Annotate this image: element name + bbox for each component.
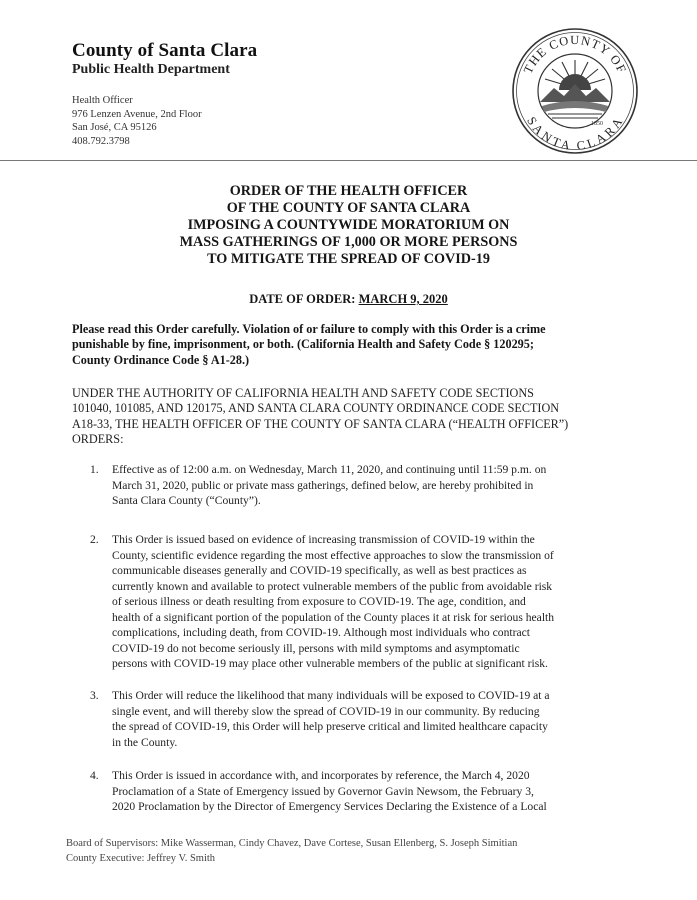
title-line: OF THE COUNTY OF SANTA CLARA [226,200,471,216]
item-line: Effective as of 12:00 a.m. on Wednesday, March 11, 2020, and continuing until 11:59 p.m. on [112,463,547,476]
footer-board-line: Board of Supervisors: Mike Wasserman, Cindy Chavez, Dave Cortese, Susan Ellenberg, S. Joseph Simitian [66,838,518,849]
department-name: Public Health Department [72,62,230,77]
item-line: County, scientific evidence regarding the most effective approaches to slow the transmission of [112,548,554,562]
item-body [112,462,652,509]
item-line: This Order is issued in accordance with, and incorporates by reference, the March 4, 2020 [112,769,530,782]
item-number: 2. [90,533,99,546]
item-number: 4. [90,769,99,782]
header-divider [0,160,697,161]
title-line: TO MITIGATE THE SPREAD OF COVID-19 [207,251,490,267]
seal-top-text: THE COUNTY OF [520,32,630,76]
item-line: persons with COVID-19 may place other vulnerable members of the public at significant risk. [112,657,548,670]
organization-name: County of Santa Clara [72,40,258,61]
item-line: in the County. [112,735,178,749]
item-line: This Order will reduce the likelihood that many individuals will be exposed to COVID-19 at a [112,689,550,702]
item-body [112,532,652,672]
address-line: 408.792.3798 [72,135,130,147]
authority-paragraph [72,386,647,448]
order-title [60,183,637,268]
title-line: IMPOSING A COUNTYWIDE MORATORIUM ON [187,217,510,233]
item-number: 3. [90,689,99,702]
item-line: This Order is issued based on evidence of increasing transmission of COVID-19 within the [112,533,535,546]
item-line: COVID-19 do not become seriously ill, persons with mild symptoms and asymptomatic [112,641,520,655]
item-line: single event, and will thereby slow the spread of COVID-19 in our community. By reducing [112,704,540,718]
item-line: 2020 Proclamation by the Director of Emergency Services Declaring the Existence of a Local [112,800,547,813]
address-block [72,94,202,148]
item-line: currently known and available to protect vulnerable members of the public from avoidable risk [112,579,553,593]
warning-line: Please read this Order carefully. Violation of or failure to comply with this Order is a crime [72,322,546,336]
item-line: Santa Clara County (“County”). [112,494,261,507]
item-line: March 31, 2020, public or private mass gatherings, defined below, are hereby prohibited in [112,478,534,492]
warning-line: County Ordinance Code § A1-28.) [72,352,250,367]
title-line: ORDER OF THE HEALTH OFFICER [229,183,468,199]
date-label: DATE OF ORDER: [249,292,359,306]
warning-line: punishable by fine, imprisonment, or both. (California Health and Safety Code § 120295; [72,337,534,352]
seal-year: 1850 [591,121,603,127]
authority-line: 101040, 101085, AND 120175, AND SANTA CLARA COUNTY ORDINANCE CODE SECTION [72,401,560,416]
warning-notice [72,322,647,368]
item-line: of serious illness or death resulting from exposure to COVID-19. The age, condition, and [112,595,526,608]
address-line: 976 Lenzen Avenue, 2nd Floor [72,108,202,120]
item-line: complications, including death, from COVID-19. Although most individuals who contract [112,626,530,639]
svg-text:SANTA CLARA [524,114,626,153]
authority-line: ORDERS: [72,432,124,447]
authority-line: A18-33, THE HEALTH OFFICER OF THE COUNTY OF SANTA CLARA (“HEALTH OFFICER”) [72,416,569,431]
title-line: MASS GATHERINGS OF 1,000 OR MORE PERSONS [179,234,518,250]
authority-line: UNDER THE AUTHORITY OF CALIFORNIA HEALTH AND SAFETY CODE SECTIONS [72,386,534,400]
item-number: 1. [90,463,99,476]
county-seal-icon [510,26,640,156]
item-line: health of a significant portion of the population of the County places it at risk for serious health [112,610,555,624]
footer-executive-line: County Executive: Jeffrey V. Smith [66,853,216,864]
item-body [112,688,652,750]
date-of-order [60,292,637,307]
footer [66,836,517,866]
address-line: Health Officer [72,95,133,106]
item-body [112,768,652,815]
seal-bottom-text: SANTA CLARA [524,114,626,153]
address-line: San José, CA 95126 [72,122,157,134]
item-line: communicable diseases generally and COVID-19 specifically, as well as best practices as [112,564,527,577]
item-line: Proclamation of a State of Emergency issued by Governor Gavin Newsom, the February 3, [112,784,534,798]
item-line: the spread of COVID-19, this Order will help preserve critical and limited healthcare capacity [112,720,548,733]
date-value: MARCH 9, 2020 [358,292,448,306]
